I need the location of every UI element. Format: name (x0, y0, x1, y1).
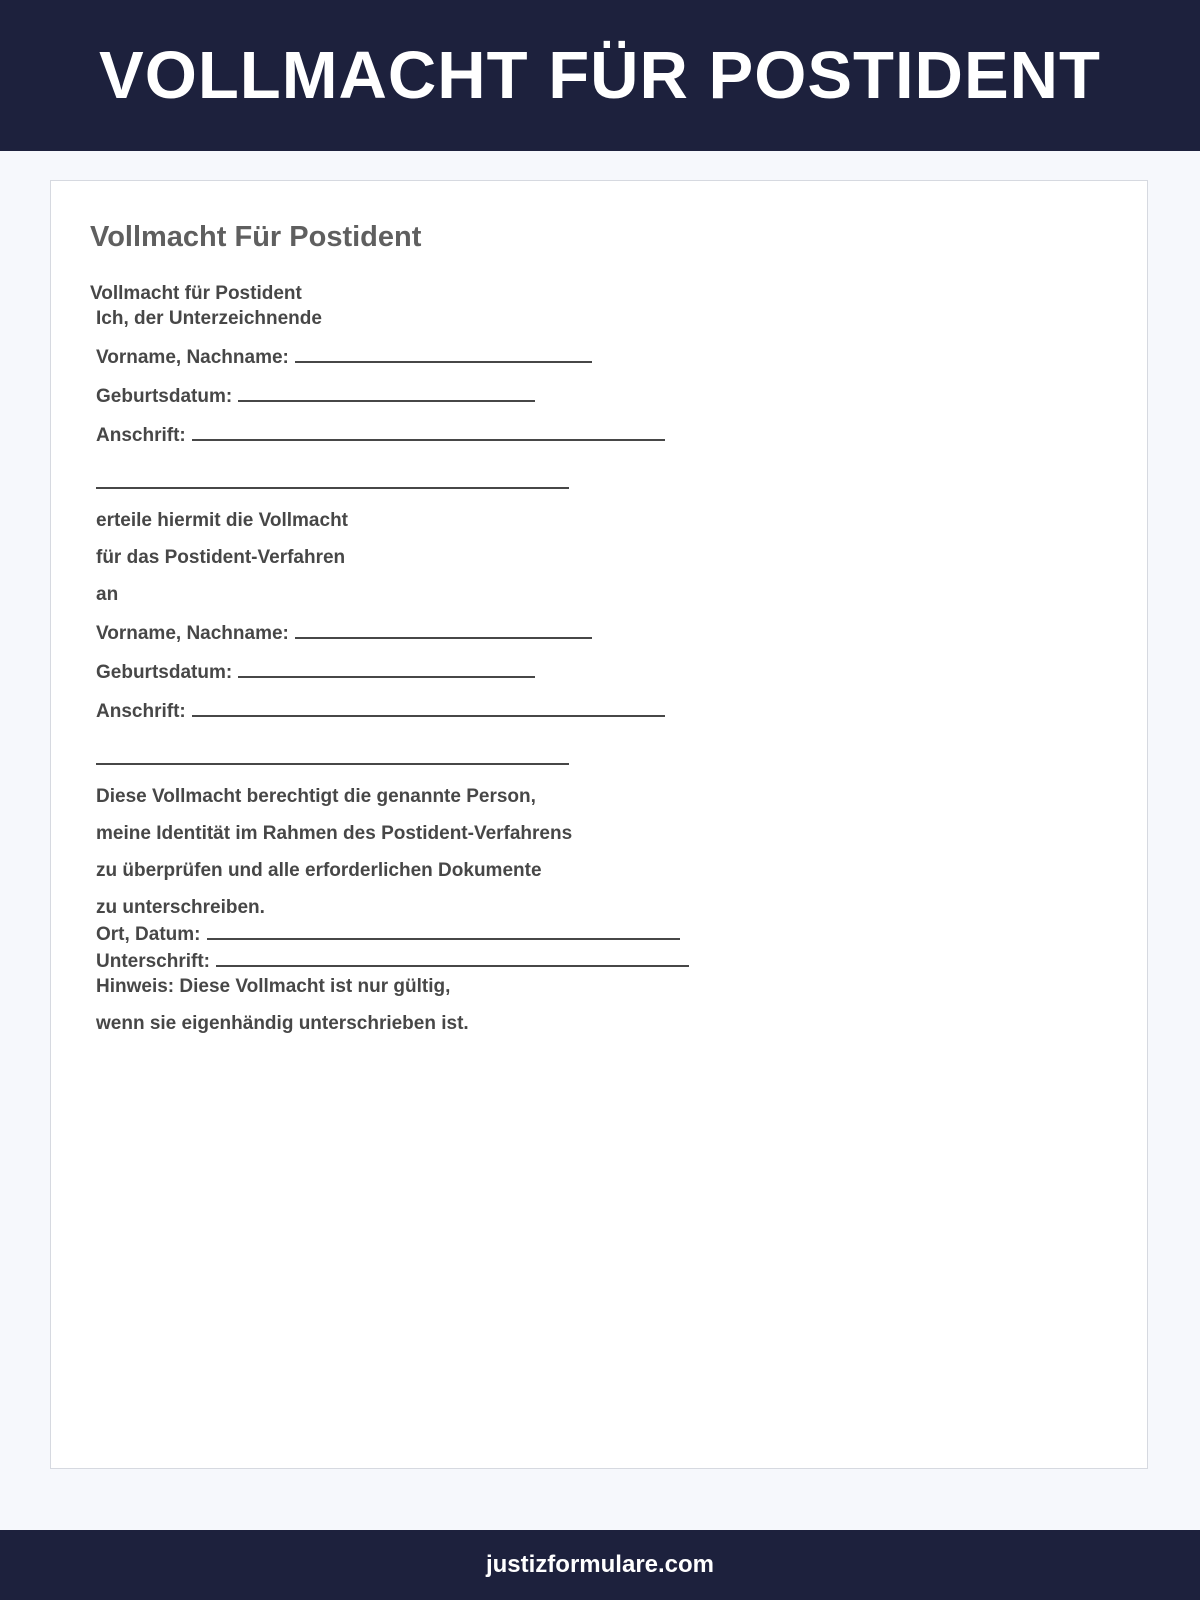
grantee-birthdate-field[interactable] (238, 658, 535, 678)
place-date-field[interactable] (207, 920, 680, 940)
intro-text: Ich, der Unterzeichnende (96, 308, 322, 329)
grantee-name-row (90, 619, 1090, 646)
note-text-2: wenn sie eigenhändig unterschrieben ist. (96, 1013, 469, 1034)
grantee-address-field[interactable] (192, 697, 665, 717)
page-footer (0, 1530, 1200, 1600)
scope-text-4: zu unterschreiben. (96, 897, 265, 918)
note-text-1: Hinweis: Diese Vollmacht ist nur gültig, (96, 976, 451, 997)
document-body (90, 281, 1090, 1036)
footer-site-link[interactable]: justizformulare.com (485, 1551, 715, 1578)
grant-text-1: erteile hiermit die Vollmacht (96, 510, 349, 531)
grantor-birthdate-label: Geburtsdatum: (96, 386, 233, 407)
grantee-name-label: Vorname, Nachname: (96, 623, 289, 644)
document-heading: Vollmacht Für Postident (90, 221, 422, 253)
document-subheading: Vollmacht für Postident (90, 283, 302, 304)
grantee-address-row (90, 697, 1090, 724)
grant-text-2: für das Postident-Verfahren (96, 547, 346, 568)
signature-field[interactable] (216, 947, 689, 967)
grantee-address-field-2[interactable] (96, 745, 569, 765)
grantor-address-field-2[interactable] (96, 469, 569, 489)
signature-label: Unterschrift: (96, 951, 211, 972)
grantor-name-field[interactable] (295, 343, 592, 363)
page-header (0, 0, 1200, 151)
signature-row (90, 947, 1090, 974)
grantee-address-row-2 (90, 745, 1090, 772)
grantor-name-label: Vorname, Nachname: (96, 347, 289, 368)
scope-text-1: Diese Vollmacht berechtigt die genannte Person, (96, 786, 536, 807)
place-date-label: Ort, Datum: (96, 924, 201, 945)
grantee-birthdate-row (90, 658, 1090, 685)
grantor-address-field[interactable] (192, 421, 665, 441)
document-card (50, 180, 1148, 1469)
grantee-birthdate-label: Geburtsdatum: (96, 662, 233, 683)
grantor-address-label: Anschrift: (96, 425, 186, 446)
grantee-address-label: Anschrift: (96, 701, 186, 722)
grantee-name-field[interactable] (295, 619, 592, 639)
scope-text-2: meine Identität im Rahmen des Postident-Verfahrens (96, 823, 573, 844)
place-date-row (90, 920, 1090, 947)
grantor-address-row-2 (90, 469, 1090, 496)
grantor-address-row (90, 421, 1090, 448)
grantor-name-row (90, 343, 1090, 370)
scope-text-3: zu überprüfen und alle erforderlichen Dokumente (96, 860, 542, 881)
grant-text-3: an (96, 584, 119, 605)
grantor-birthdate-row (90, 382, 1090, 409)
grantor-birthdate-field[interactable] (238, 382, 535, 402)
page-title: VOLLMACHT FÜR POSTIDENT (99, 38, 1101, 113)
